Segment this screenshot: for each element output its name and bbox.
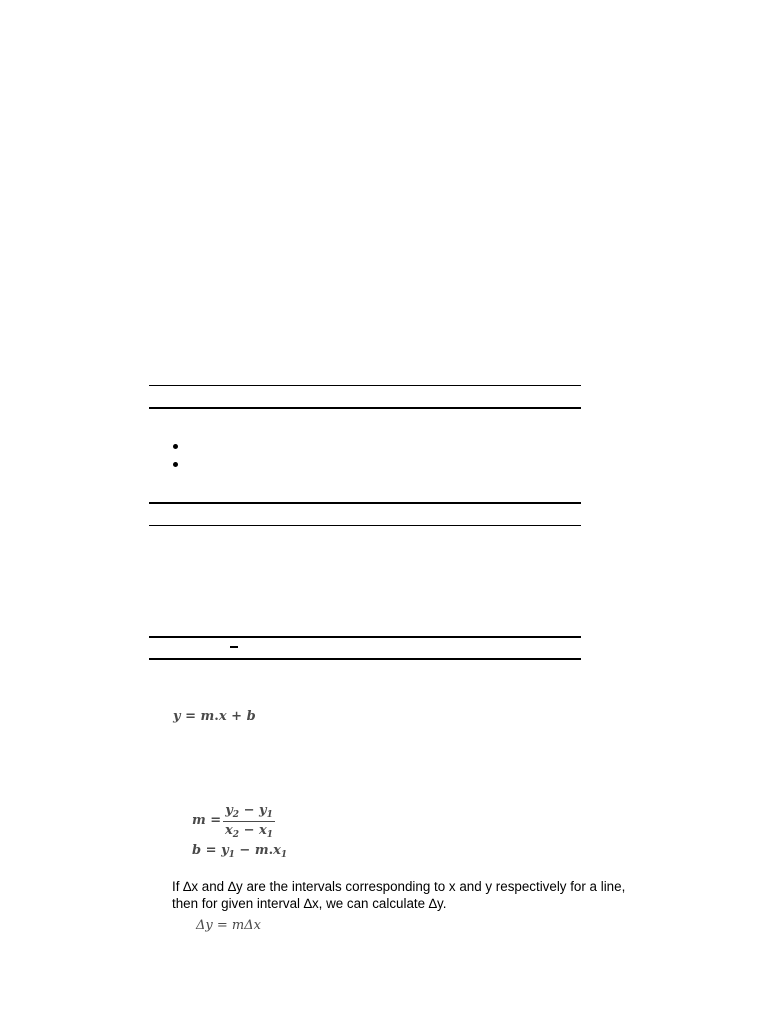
slope-denominator: $x_2 - x_1$ bbox=[225, 823, 274, 840]
table-rule-top bbox=[149, 636, 581, 638]
delta-equation: Δy = mΔx bbox=[196, 918, 261, 933]
table-rule-top bbox=[149, 502, 581, 504]
line-equation: y = m.x + b bbox=[173, 709, 256, 724]
paragraph-line: If ∆x and ∆y are the intervals corresponding to x and y respectively for a line, bbox=[172, 879, 626, 894]
list-bullet bbox=[173, 444, 178, 449]
intercept-equation: $b = y_1 - m.x_1$ bbox=[192, 843, 288, 860]
table-rule-bottom bbox=[149, 658, 581, 660]
list-bullet bbox=[173, 462, 178, 467]
table-cell-dash bbox=[230, 646, 238, 648]
slope-numerator: $y_2 - y_1$ bbox=[225, 803, 273, 820]
table-rule-bottom bbox=[149, 525, 581, 526]
body-paragraph bbox=[172, 879, 672, 912]
slope-equation-lhs: m = bbox=[192, 813, 222, 828]
paragraph-line: then for given interval ∆x, we can calculate ∆y. bbox=[172, 895, 447, 911]
table-rule-top bbox=[149, 385, 581, 386]
table-rule-header bbox=[149, 407, 581, 409]
slope-fraction bbox=[223, 803, 275, 840]
